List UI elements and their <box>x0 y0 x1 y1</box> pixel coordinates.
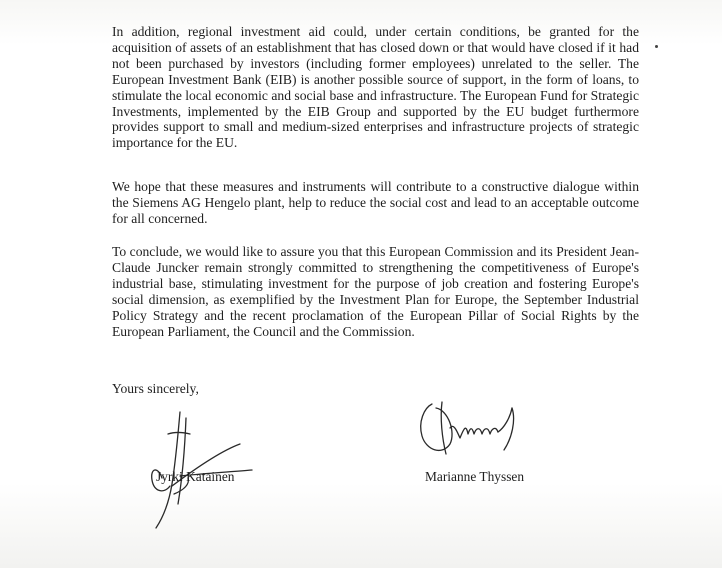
closing-salutation: Yours sincerely, <box>112 381 199 396</box>
paragraph-hope: We hope that these measures and instruments will contribute to a constructive dialogue within the Siemens AG Hengelo plant, help to reduce the social cost and lead to an acceptable outcome for all concerned. <box>112 179 639 226</box>
signatory-name-thyssen: Marianne Thyssen <box>425 469 525 484</box>
signatory-name-katainen: Jyrki Katainen <box>156 469 235 484</box>
paragraph-regional-aid: In addition, regional investment aid could, under certain conditions, be granted for the acquisition of assets of an establishment that has closed down or that would have closed if it had not been purchased by investors (including former employees) unrelated to the seller. The European Investment Bank (EIB) is another possible source of support, in the form of loans, to stimulate the local economic and social base and infrastructure. The European Fund for Strategic Investments, implemented by the EIB Group and supported by the EU budget furthermore provides support to small and medium-sized enterprises and infrastructure projects of strategic importance for the EU. <box>112 24 639 151</box>
paragraph-conclusion: To conclude, we would like to assure you that this European Commission and its President Jean-Claude Juncker remain strongly committed to strengthening the competitiveness of Europe's industrial base, stimulating investment for the purpose of job creation and fostering Europe's social dimension, as exemplified by the Investment Plan for Europe, the September Industrial Policy Strategy and the recent proclamation of the European Pillar of Social Rights by the European Parliament, the Council and the Commission. <box>112 244 639 339</box>
signature-thyssen <box>412 398 522 468</box>
scan-speck <box>655 45 658 48</box>
